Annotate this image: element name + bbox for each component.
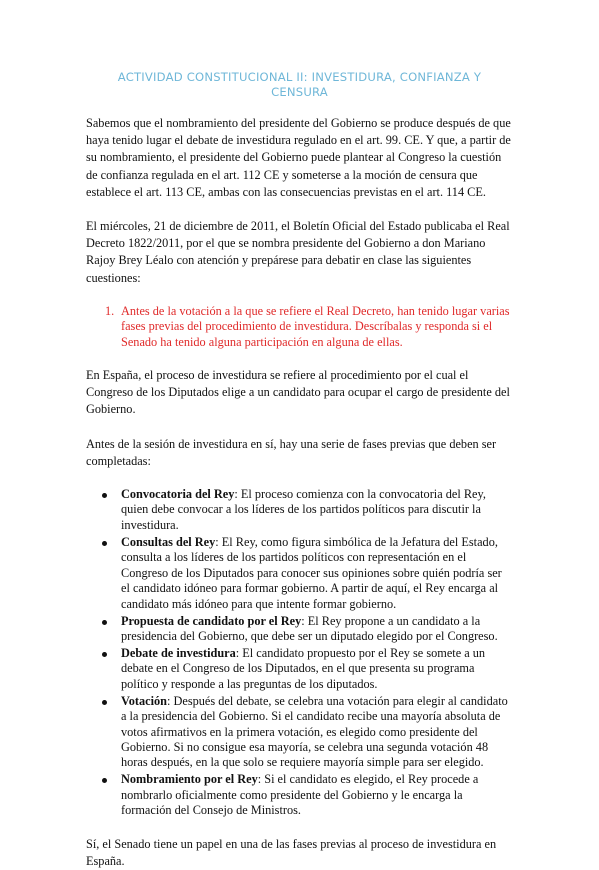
phase-item xyxy=(121,646,513,692)
phase-item xyxy=(121,535,513,612)
question-list xyxy=(86,304,513,350)
phase-term: Debate de investidura xyxy=(121,645,236,660)
phase-text: : El Rey propone a un candidato a la presidencia del Gobierno, que debe ser un diputado elegido por el Congreso. xyxy=(121,613,498,643)
question-item xyxy=(105,303,513,350)
phase-term: Consultas del Rey xyxy=(121,534,216,549)
phase-term: Nombramiento por el Rey xyxy=(121,772,258,787)
question-text: Antes de la votación a la que se refiere el Real Decreto, han tenido lugar varias fases previas del procedimiento de investidura. Descríbalas y responda si el Senado ha tenido alguna participación en alguna de ellas. xyxy=(121,303,510,349)
document-title: ACTIVIDAD CONSTITUCIONAL II: INVESTIDURA, CONFIANZA Y CENSURA xyxy=(117,70,482,99)
question-number: 1. xyxy=(105,303,115,318)
bullet-icon xyxy=(102,620,107,625)
intro-paragraph: Sabemos que el nombramiento del presidente del Gobierno se produce después de que haya tenido lugar el debate de investidura regulado en el art. 99. CE. Y que, a partir de su nombramiento, el presidente del Gobierno puede plantear al Congreso la cuestión de confianza regulada en el art. 112 CE y someterse a la moción de censura que establece el art. 113 CE, ambas con las consecuencias previstas en el art. 114 CE. xyxy=(86,116,511,199)
phase-text: : El proceso comienza con la convocatoria del Rey, quien debe convocar a los líderes de los partidos políticos para discutir la investidura. xyxy=(121,487,486,532)
answer-paragraph: En España, el proceso de investidura se refiere al procedimiento por el cual el Congreso de los Diputados elige a un candidato para ocupar el cargo de presidente del Gobierno. xyxy=(86,368,510,417)
phase-text: : El Rey, como figura simbólica de la Jefatura del Estado, consulta a los líderes de los partidos políticos con representación en el Congreso de los Diputados para conocer sus opiniones sobre quién podría ser el candidato idóneo para formar gobierno. A partir de aquí, el Rey encarga al candidato más idóneo para que intente formar gobierno. xyxy=(121,534,502,611)
conclusion-paragraph: Sí, el Senado tiene un papel en una de las fases previas al proceso de investidura en España. xyxy=(86,836,497,868)
bullet-icon xyxy=(102,700,107,705)
phase-term: Votación xyxy=(121,693,168,708)
phase-term: Convocatoria del Rey xyxy=(121,487,235,502)
phase-text: : Si el candidato es elegido, el Rey procede a nombrarlo oficialmente como presidente del Gobierno y le encarga la formación del Consejo de Ministros. xyxy=(121,772,479,818)
phase-item xyxy=(121,772,513,818)
bullet-icon xyxy=(102,778,107,783)
phase-term: Propuesta de candidato por el Rey xyxy=(121,613,302,628)
bullet-icon xyxy=(102,541,107,546)
phase-text: : Después del debate, se celebra una votación para elegir al candidato a la presidencia del Gobierno. Si el candidato recibe una mayoría absoluta de votos afirmativos en la primera votación, es elegido como presidente del Gobierno. Si no consigue esa mayoría, se celebra una segunda votación 48 horas después, en la que solo se requiere mayoría simple para ser elegido. xyxy=(121,693,508,770)
phase-item xyxy=(121,614,513,645)
bullet-icon xyxy=(102,652,107,657)
phases-list xyxy=(86,487,513,819)
bullet-icon xyxy=(102,493,107,498)
phase-item xyxy=(121,487,513,533)
phases-intro-paragraph: Antes de la sesión de investidura en sí, hay una serie de fases previas que deben ser completadas: xyxy=(86,436,497,468)
decree-paragraph: El miércoles, 21 de diciembre de 2011, el Boletín Oficial del Estado publicaba el Real Decreto 1822/2011, por el que se nombra presidente del Gobierno a don Mariano Rajoy Brey Léalo con atención y prepárese para debatir en clase las siguientes cuestiones: xyxy=(86,219,510,285)
phase-item xyxy=(121,694,513,771)
phase-text: : El candidato propuesto por el Rey se somete a un debate en el Congreso de los Diputados, en el que presenta su programa político y responde a las preguntas de los diputados. xyxy=(121,645,486,691)
